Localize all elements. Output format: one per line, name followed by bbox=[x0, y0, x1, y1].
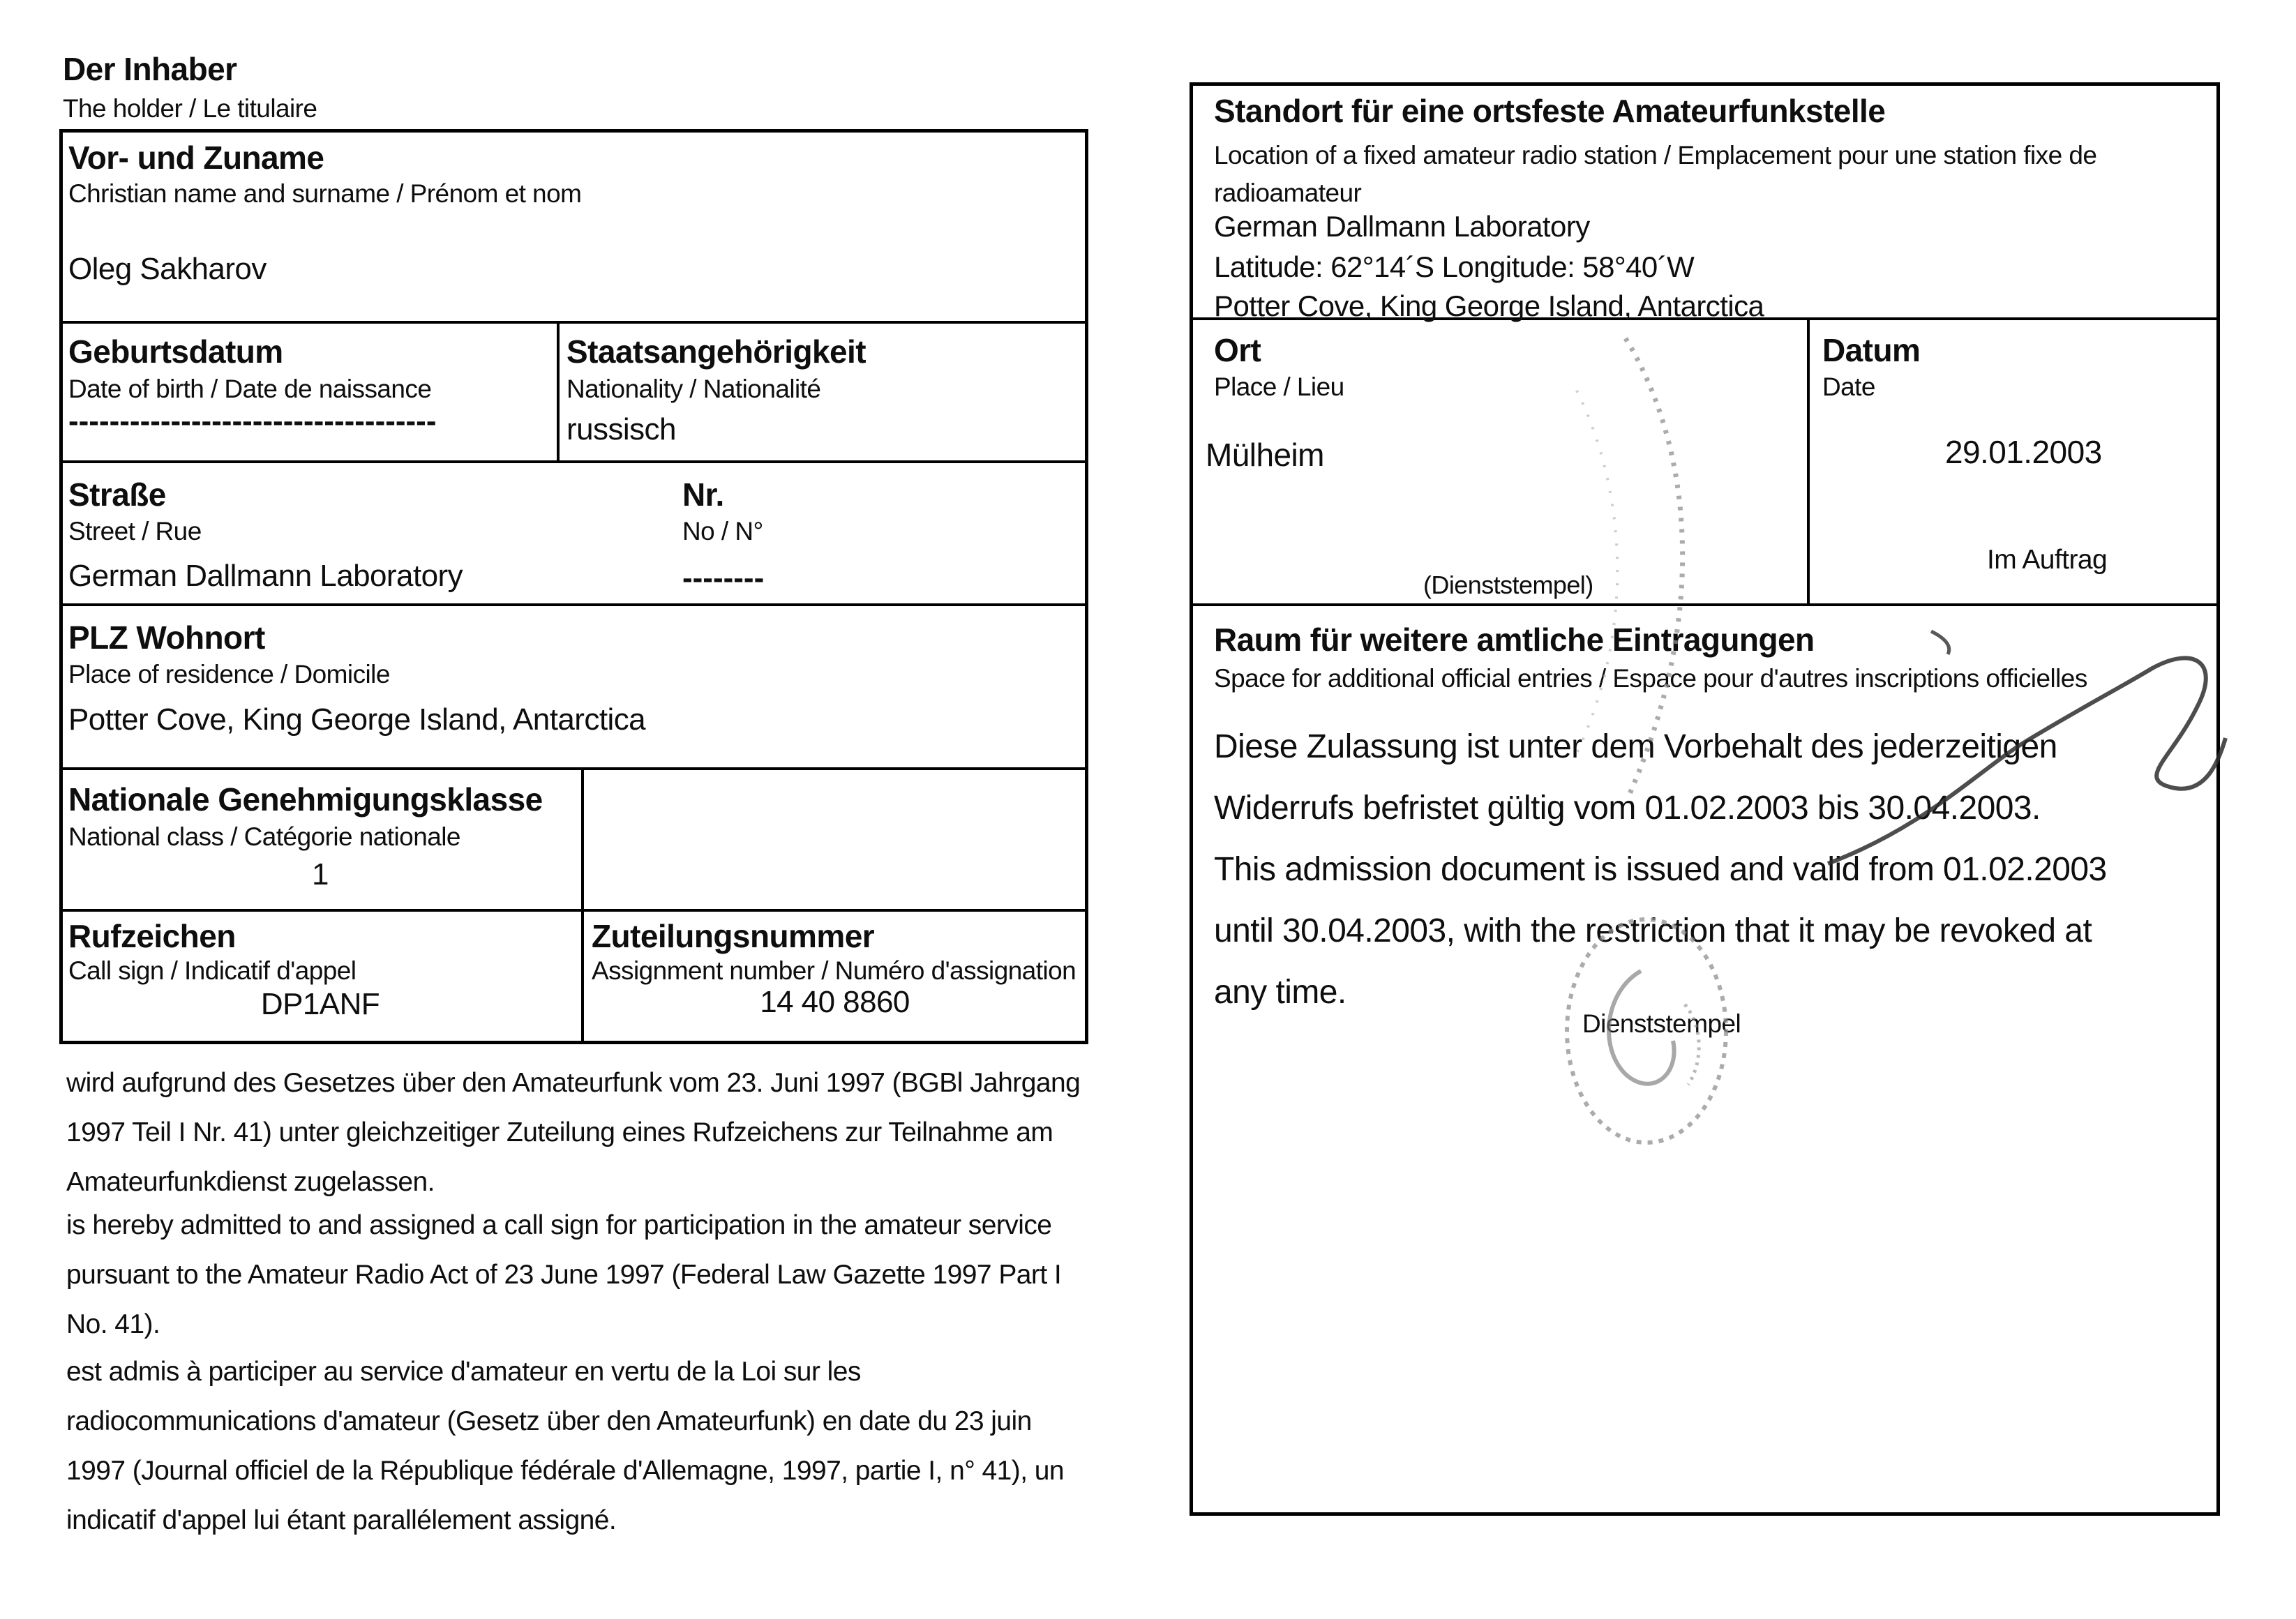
table-rule bbox=[59, 603, 1088, 606]
round-stamp-label: Dienststempel bbox=[1582, 1009, 1741, 1038]
street-value: German Dallmann Laboratory bbox=[68, 559, 463, 593]
table-rule bbox=[1807, 317, 1810, 603]
place-value: Mülheim bbox=[1206, 437, 1324, 473]
residence-label: PLZ Wohnort bbox=[68, 619, 265, 656]
holder-section-subtitle: The holder / Le titulaire bbox=[63, 94, 317, 123]
house-number-sublabel: No / N° bbox=[682, 517, 763, 545]
street-label: Straße bbox=[68, 476, 166, 513]
name-value: Oleg Sakharov bbox=[68, 252, 267, 286]
callsign-sublabel: Call sign / Indicatif d'appel bbox=[68, 956, 357, 985]
table-rule bbox=[59, 460, 1088, 463]
table-rule bbox=[557, 321, 560, 463]
table-rule bbox=[59, 321, 1088, 324]
birthdate-value: ------------------------------------ bbox=[68, 404, 437, 438]
station-location-subtitle: Location of a fixed amateur radio station / Emplacement pour une station fixe de radioamateur bbox=[1214, 141, 2097, 207]
table-rule bbox=[59, 767, 1088, 770]
license-class-value: 1 bbox=[312, 857, 329, 891]
official-entries-subtitle: Space for additional official entries / Espace pour d'autres inscriptions officielles bbox=[1214, 664, 2087, 693]
nationality-sublabel: Nationality / Nationalité bbox=[567, 375, 821, 403]
station-location-name: German Dallmann Laboratory bbox=[1214, 210, 1590, 243]
nationality-value: russisch bbox=[567, 412, 676, 446]
official-stamp-note: (Dienststempel) bbox=[1423, 571, 1593, 599]
table-rule bbox=[59, 909, 1088, 912]
date-label: Datum bbox=[1822, 332, 1921, 368]
station-location-place: Potter Cove, King George Island, Antarctica bbox=[1214, 289, 1764, 322]
date-value: 29.01.2003 bbox=[1945, 434, 2102, 470]
birthdate-label: Geburtsdatum bbox=[68, 333, 283, 370]
validity-text-line: any time. bbox=[1214, 974, 1346, 1011]
assignment-number-label: Zuteilungsnummer bbox=[592, 918, 875, 954]
birthdate-sublabel: Date of birth / Date de naissance bbox=[68, 375, 432, 403]
admission-paragraph-english: is hereby admitted to and assigned a call sign for participation in the amateur service pursuant to the Amateur Radio Act of 23 June 1997 (Federal Law Gazette 1997 Part I No. 41). bbox=[66, 1210, 1062, 1339]
house-number-label: Nr. bbox=[682, 476, 724, 513]
residence-value: Potter Cove, King George Island, Antarctica bbox=[68, 702, 646, 737]
nationality-label: Staatsangehörigkeit bbox=[567, 333, 866, 370]
official-entries-title: Raum für weitere amtliche Eintragungen bbox=[1214, 622, 1815, 658]
assignment-number-value: 14 40 8860 bbox=[760, 985, 910, 1019]
assignment-number-sublabel: Assignment number / Numéro d'assignation bbox=[592, 956, 1076, 985]
validity-text-line: This admission document is issued and valid from 01.02.2003 bbox=[1214, 851, 2107, 888]
house-number-value: -------- bbox=[682, 561, 765, 595]
place-label: Ort bbox=[1214, 332, 1261, 368]
street-sublabel: Street / Rue bbox=[68, 517, 202, 545]
place-sublabel: Place / Lieu bbox=[1214, 372, 1344, 401]
license-class-sublabel: National class / Catégorie nationale bbox=[68, 822, 460, 851]
admission-paragraph-german: wird aufgrund des Gesetzes über den Amateurfunk vom 23. Juni 1997 (BGBl Jahrgang 1997 Teil I Nr. 41) unter gleichzeitiger Zuteilung eines Rufzeichens zur Teilnahme am Amateurfunkdienst zugelassen. bbox=[66, 1068, 1081, 1197]
validity-text-line: until 30.04.2003, with the restriction that it may be revoked at bbox=[1214, 912, 2092, 949]
residence-sublabel: Place of residence / Domicile bbox=[68, 660, 390, 688]
validity-text-line: Diese Zulassung ist unter dem Vorbehalt des jederzeitigen bbox=[1214, 728, 2057, 765]
admission-paragraph-french: est admis à participer au service d'amateur en vertu de la Loi sur les radiocommunications d'amateur (Gesetz über den Amateurfunk) en date du 23 juin 1997 (Journal officiel de la République fédérale d'Allemagne, 1997, partie I, n° 41), un indicatif d'appel lui étant parallélement assigné. bbox=[66, 1357, 1065, 1535]
validity-text-line: Widerrufs befristet gültig vom 01.02.2003 bis 30.04.2003. bbox=[1214, 790, 2041, 827]
table-rule bbox=[1190, 603, 2220, 606]
callsign-label: Rufzeichen bbox=[68, 918, 236, 954]
signed-on-behalf-note: Im Auftrag bbox=[1987, 545, 2108, 575]
station-location-title: Standort für eine ortsfeste Amateurfunkstelle bbox=[1214, 93, 1886, 129]
holder-section-title: Der Inhaber bbox=[63, 51, 237, 87]
name-label: Vor- und Zuname bbox=[68, 140, 324, 176]
name-sublabel: Christian name and surname / Prénom et nom bbox=[68, 179, 582, 208]
date-sublabel: Date bbox=[1822, 372, 1875, 401]
callsign-value: DP1ANF bbox=[260, 987, 380, 1021]
station-coordinates: Latitude: 62°14´S Longitude: 58°40´W bbox=[1214, 250, 1695, 283]
license-class-label: Nationale Genehmigungsklasse bbox=[68, 781, 543, 818]
